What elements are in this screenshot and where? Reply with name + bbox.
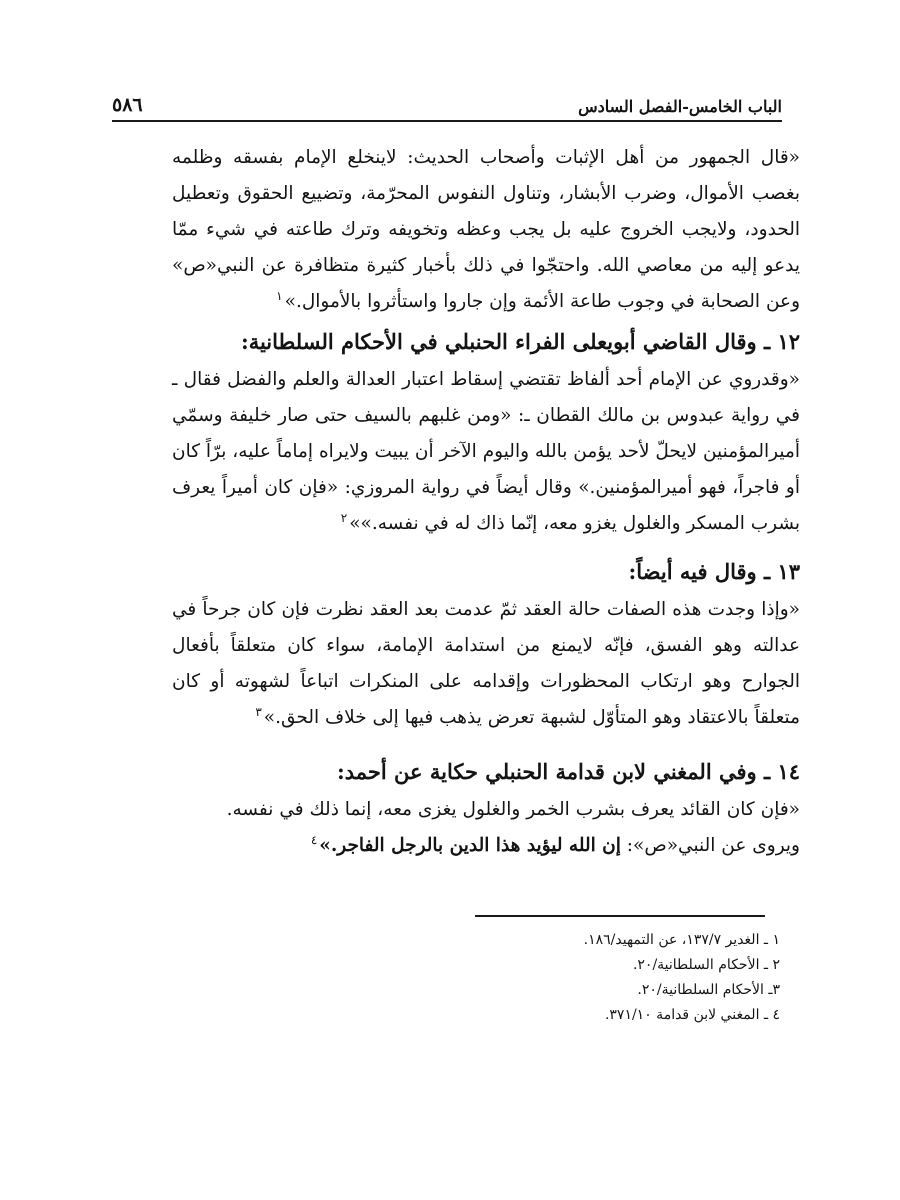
page-header [112,82,782,122]
footnote-item: ٣ـ الأحكام السلطانية/٢٠. [637,982,780,998]
footnote-item: ٤ ـ المغني لابن قدامة ٣٧١/١٠. [604,1007,780,1023]
quote-4-intro: ويروى عن النبي«ص»: [620,835,800,856]
footnote-item: ٢ ـ الأحكام السلطانية/٢٠. [632,957,780,973]
quote-3-text: «وإذا وجدت هذه الصفات حالة العقد ثمّ عدمت بعد العقد نظرت فإن كان جرحاً في عدالته وهو الفسق، فإنّه لايمنع من استدامة الإمامة، سواء كان متعلقاً بأفعال الجوارح وهو ارتكاب المحظورات وإقدامه على المنكرات اتباعاً لشهوته أو كان متعلقاً بالاعتقاد وهو المتأوّل لشبهة تعرض يذهب فيها إلى خلاف الحق.» [172,599,800,728]
quote-4-bold-hadith: إن الله ليؤيد هذا الدين بالرجل الفاجر.» [319,835,621,856]
section-heading-13: ١٣ ـ وقال فيه أيضاً: [628,559,800,584]
section-heading-12: ١٢ ـ وقال القاضي أبويعلى الفراء الحنبلي في الأحكام السلطانية: [240,329,800,354]
quote-4-line-1: «فإن كان القائد يعرف بشرب الخمر والغلول يغزى معه، إنما ذلك في نفسه. [226,799,800,820]
main-text [172,140,800,864]
footnote-divider [475,915,765,917]
page-number: ٥٨٦ [112,94,143,116]
quote-paragraph-3 [172,592,800,736]
running-head: الباب الخامس-الفصل السادس [578,97,782,116]
footnotes [380,928,780,1028]
section-heading-14: ١٤ ـ وفي المغني لابن قدامة الحنبلي حكاية عن أحمد: [337,759,800,784]
footnote-ref-1: ١ [276,288,283,303]
quote-2-text: «وقدروي عن الإمام أحد ألفاظ تقتضي إسقاط اعتبار العدالة والعلم والفضل فقال ـ في رواية عبدوس بن مالك القطان ـ: «ومن غلبهم بالسيف حتى صار خليفة وسمّي أميرالمؤمنين لايحلّ لأحد يؤمن بالله واليوم الآخر أن يبيت ولايراه إماماً عليه، برّاً كان أو فاجراً، فهو أميرالمؤمنين.» وقال أيضاً في رواية المروزي: «فإن كان أميراً يعرف بشرب المسكر والغلول يغزو معه، إنّما ذاك له في نفسه.»» [172,369,800,534]
footnote-ref-4: ٤ [310,832,318,847]
quote-paragraph-1 [172,140,800,320]
quote-1-text: «قال الجمهور من أهل الإثبات وأصحاب الحديث: لاينخلع الإمام بفسقه وظلمه بغصب الأموال، وضرب الأبشار، وتناول النفوس المحرّمة، وتضييع الحقوق وتعطيل الحدود، ولايجب الخروج عليه بل يجب وعظه وتخويفه وترك طاعته في شيء ممّا يدعو إليه من معاصي الله. واحتجّوا في ذلك بأخبار كثيرة متظافرة عن النبي«ص» وعن الصحابة في وجوب طاعة الأئمة وإن جاروا واستأثروا بالأموال.» [172,147,800,312]
footnote-item: ١ ـ الغدير ١٣٧/٧، عن التمهيد/١٨٦. [583,932,780,948]
quote-paragraph-4 [172,792,800,864]
footnote-ref-2: ٢ [340,510,348,525]
footnote-ref-3: ٣ [255,704,262,719]
quote-paragraph-2 [172,362,800,542]
